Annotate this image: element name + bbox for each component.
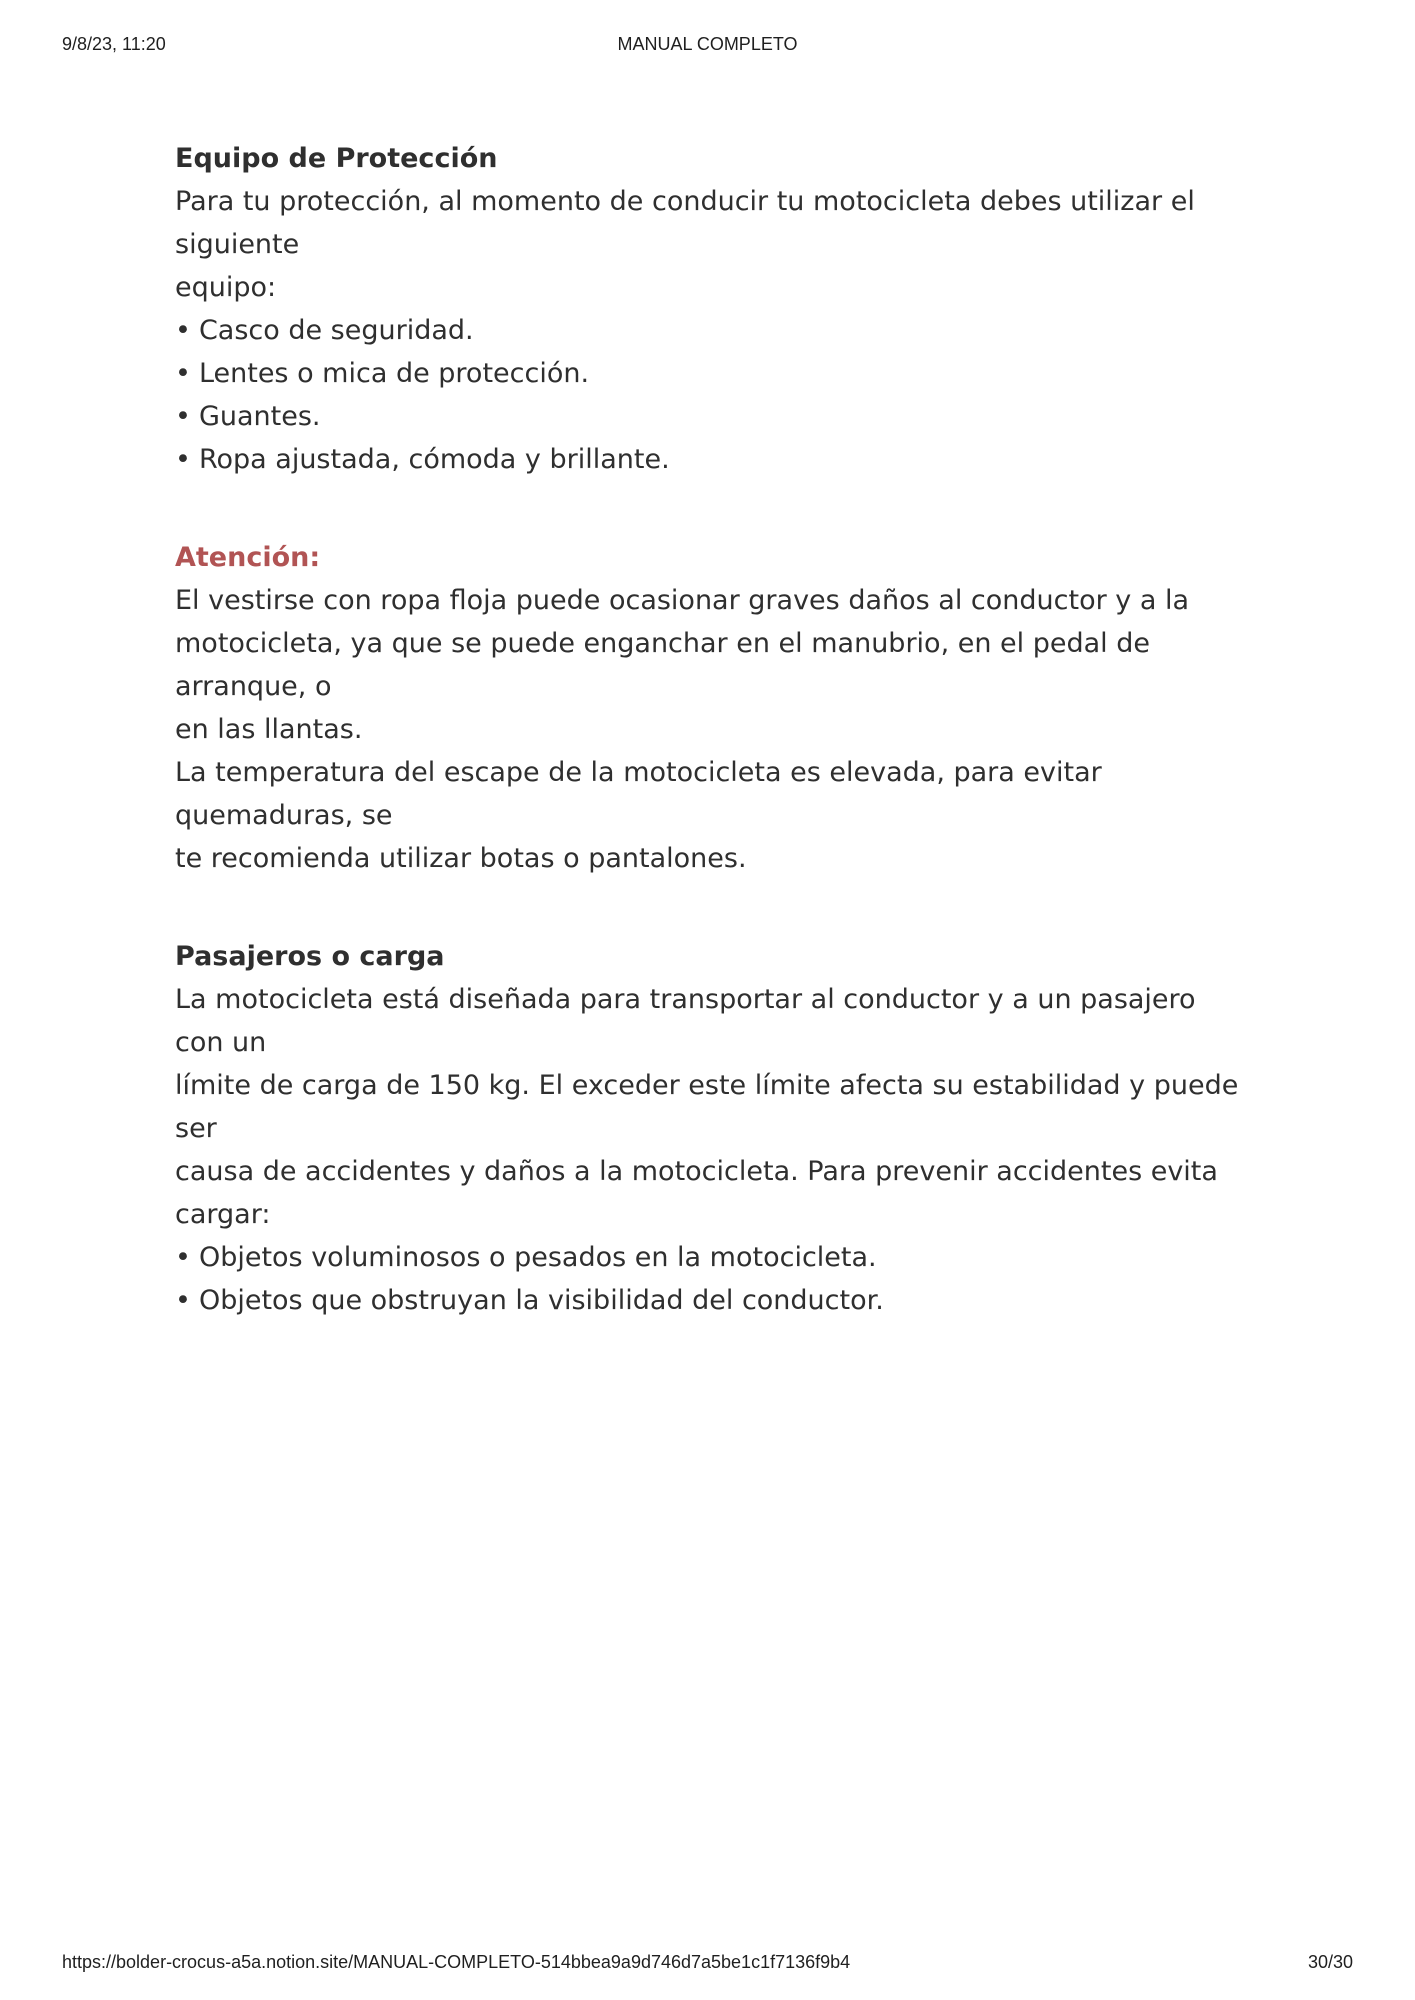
passengers-line: La motocicleta está diseñada para transportar al conductor y a un pasajero con un bbox=[175, 984, 1196, 1058]
page-content bbox=[175, 137, 1245, 1316]
section-spacer bbox=[175, 481, 1245, 536]
page-number: 30/30 bbox=[1307, 1952, 1353, 1972]
attention-line: El vestirse con ropa floja puede ocasionar graves daños al conductor y a la bbox=[175, 585, 1190, 616]
protection-heading: Equipo de Protección bbox=[175, 143, 498, 174]
list-item: • Objetos que obstruyan la visibilidad del conductor. bbox=[175, 1279, 1245, 1322]
print-footer bbox=[62, 1952, 1353, 1976]
section-spacer bbox=[175, 880, 1245, 935]
attention-line: te recomienda utilizar botas o pantalones. bbox=[175, 843, 747, 874]
attention-line: en las llantas. bbox=[175, 714, 363, 745]
list-item: • Objetos voluminosos o pesados en la motocicleta. bbox=[175, 1236, 1245, 1279]
print-datetime: 9/8/23, 11:20 bbox=[62, 34, 166, 54]
list-item: • Ropa ajustada, cómoda y brillante. bbox=[175, 438, 1245, 481]
print-header bbox=[62, 34, 1353, 58]
attention-line: La temperatura del escape de la motocicleta es elevada, para evitar quemaduras, se bbox=[175, 757, 1102, 831]
protection-intro-line: equipo: bbox=[175, 272, 277, 303]
passengers-line: causa de accidentes y daños a la motocicleta. Para prevenir accidentes evita cargar: bbox=[175, 1156, 1218, 1230]
list-item: • Lentes o mica de protección. bbox=[175, 352, 1245, 395]
list-item: • Guantes. bbox=[175, 395, 1245, 438]
list-item: • Casco de seguridad. bbox=[175, 309, 1245, 352]
attention-heading: Atención: bbox=[175, 542, 321, 573]
passengers-heading: Pasajeros o carga bbox=[175, 941, 445, 972]
protection-intro-line: siguiente bbox=[175, 229, 300, 260]
protection-intro-line: Para tu protección, al momento de conducir tu motocicleta debes utilizar el bbox=[175, 186, 1195, 217]
page-url: https://bolder-crocus-a5a.notion.site/MANUAL-COMPLETO-514bbea9a9d746d7a5be1c1f7136f9b4 bbox=[62, 1952, 851, 1972]
print-title: MANUAL COMPLETO bbox=[617, 34, 798, 54]
passengers-line: límite de carga de 150 kg. El exceder este límite afecta su estabilidad y puede ser bbox=[175, 1070, 1239, 1144]
attention-line: motocicleta, ya que se puede enganchar en el manubrio, en el pedal de arranque, o bbox=[175, 628, 1151, 702]
